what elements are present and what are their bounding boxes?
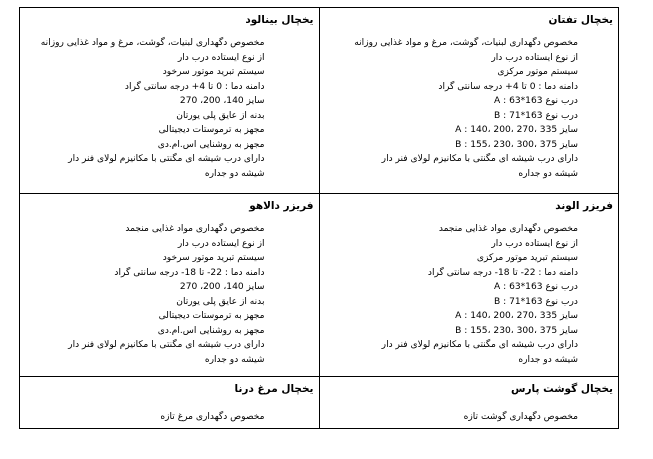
- list-item: • درب نوع A : 63*163: [320, 94, 579, 109]
- feature-list: [20, 222, 319, 367]
- cell-title: یخچال گوشت پارس: [511, 383, 613, 395]
- list-item: • مجهز به روشنایی اس.ام.دی: [20, 138, 265, 153]
- list-item: • دامنه دما : 0 تا 4+ درجه سانتی گراد: [320, 80, 579, 95]
- list-item: • شیشه دو جداره: [20, 167, 265, 182]
- cell-pars-meat-refrigerator: [319, 377, 619, 429]
- list-item: • شیشه دو جداره: [20, 353, 265, 368]
- list-item: • دامنه دما : 22- تا 18- درجه سانتی گراد: [20, 266, 265, 281]
- list-item: • درب نوع A : 63*163: [320, 280, 579, 295]
- cell-dorna-chicken-refrigerator: [20, 377, 320, 429]
- list-item: • سیستم موتور مرکزی: [320, 65, 579, 80]
- list-item: • از نوع ایستاده درب دار: [320, 51, 579, 66]
- list-item: • سایز B : 155، 230، 300، 375: [320, 138, 579, 153]
- cell-title: فریزر الوند: [555, 200, 613, 212]
- feature-list: [320, 36, 619, 181]
- list-item: • مجهز به ترموستات دیجیتالی: [20, 123, 265, 138]
- cell-title: فریزر دالاهو: [249, 200, 314, 212]
- feature-list: [320, 222, 619, 367]
- cell-alvand-freezer: [319, 194, 619, 377]
- list-item: • درب نوع B : 71*163: [320, 109, 579, 124]
- list-item: • بدنه از عایق پلی یورتان: [20, 109, 265, 124]
- list-item: • سایز B : 155، 230، 300، 375: [320, 324, 579, 339]
- list-item: • از نوع ایستاده درب دار: [20, 51, 265, 66]
- list-item: • مخصوص دگهداری گوشت تازه: [320, 410, 579, 425]
- list-item: • سایز 140، 200، 270: [20, 280, 265, 295]
- cell-title: یخچال مرغ درنا: [234, 383, 314, 395]
- feature-list: [20, 36, 319, 181]
- list-item: • مخصوص دگهداری لبنیات، گوشت، مرغ و مواد غذایی روزانه: [320, 36, 579, 51]
- feature-list: [20, 410, 319, 425]
- list-item: • سایز A : 140، 200، 270، 335: [320, 123, 579, 138]
- list-item: • درب نوع B : 71*163: [320, 295, 579, 310]
- list-item: • مجهز به ترموستات دیجیتالی: [20, 309, 265, 324]
- list-item: • مخصوص دگهداری مواد غذایی منجمد: [20, 222, 265, 237]
- product-spec-table: [19, 7, 619, 429]
- list-item: • سایز 140، 200، 270: [20, 94, 265, 109]
- list-item: • از نوع ایستاده درب دار: [20, 237, 265, 252]
- list-item: • سایز A : 140، 200، 270، 335: [320, 309, 579, 324]
- list-item: • مخصوص دگهداری مواد غذایی منجمد: [320, 222, 579, 237]
- list-item: • دامنه دما : 0 تا 4+ درجه سانتی گراد: [20, 80, 265, 95]
- cell-title: یخچال بینالود: [245, 14, 314, 26]
- list-item: • سیستم تبرید موتور سرخود: [20, 251, 265, 266]
- list-item: • دامنه دما : 22- تا 18- درجه سانتی گراد: [320, 266, 579, 281]
- list-item: • شیشه دو جداره: [320, 353, 579, 368]
- list-item: • دارای درب شیشه ای مگنتی با مکانیزم لولای فنر دار: [320, 152, 579, 167]
- list-item: • مخصوص دگهداری مرغ تازه: [20, 410, 265, 425]
- feature-list: [320, 410, 619, 425]
- list-item: • سیستم تبرید موتور سرخود: [20, 65, 265, 80]
- cell-dalahoo-freezer: [20, 194, 320, 377]
- list-item: • بدنه از عایق پلی یورتان: [20, 295, 265, 310]
- list-item: • از نوع ایستاده درب دار: [320, 237, 579, 252]
- list-item: • دارای درب شیشه ای مگنتی با مکانیزم لولای فنر دار: [20, 338, 265, 353]
- list-item: • دارای درب شیشه ای مگنتی با مکانیزم لولای فنر دار: [20, 152, 265, 167]
- list-item: • مجهز به روشنایی اس.ام.دی: [20, 324, 265, 339]
- list-item: • سیستم تبرید موتور مرکزی: [320, 251, 579, 266]
- cell-title: یخچال تفتان: [548, 14, 613, 26]
- cell-binalood-refrigerator: [20, 8, 320, 194]
- list-item: • دارای درب شیشه ای مگنتی با مکانیزم لولای فنر دار: [320, 338, 579, 353]
- cell-taftan-refrigerator: [319, 8, 619, 194]
- list-item: • شیشه دو جداره: [320, 167, 579, 182]
- list-item: • مخصوص دگهداری لبنیات، گوشت، مرغ و مواد غذایی روزانه: [20, 36, 265, 51]
